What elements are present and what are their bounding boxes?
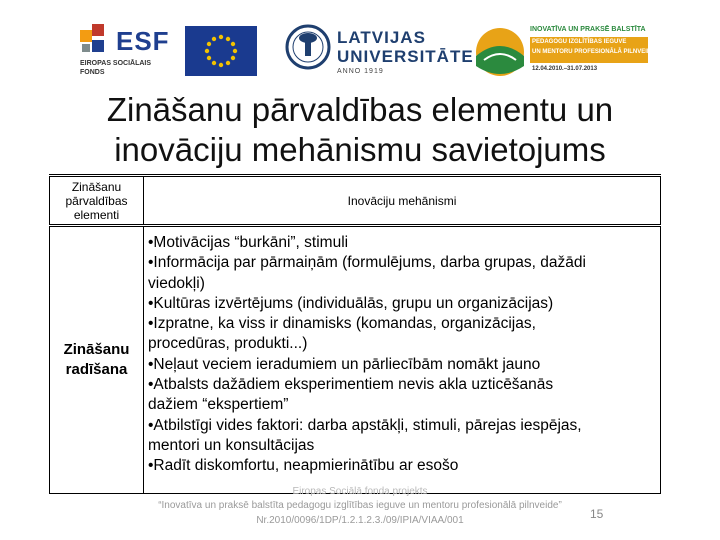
table-row xyxy=(50,226,661,494)
project-emblem-icon xyxy=(474,26,526,78)
list-item: •Informācija par pārmaiņām (formulējums, darba grupas, dažādi xyxy=(148,254,586,272)
table-header-row xyxy=(50,176,661,226)
lu-seal-icon xyxy=(285,24,331,70)
lu-founded: ANNO 1919 xyxy=(337,68,384,75)
esf-caption-2: FONDS xyxy=(80,69,105,76)
eu-flag-logo xyxy=(185,26,257,76)
eu-stars-icon xyxy=(185,26,257,76)
esf-logo xyxy=(78,22,168,84)
list-item: viedokļi) xyxy=(148,274,205,292)
list-item: •Kultūras izvērtējums (individuālās, grupu un organizācijas) xyxy=(148,294,554,312)
slide-title xyxy=(40,90,680,170)
lu-logo xyxy=(285,22,474,82)
list-item: •Motivācijas “burkāni”, stimuli xyxy=(148,234,349,251)
mechanism-list xyxy=(144,226,661,494)
list-item: •Atbilstīgi vides faktori: darba apstākļi, stimuli, pārejas iespējas, xyxy=(148,416,582,434)
page-number: 15 xyxy=(590,507,604,521)
header-col1-line1: Zināšanu xyxy=(71,179,122,194)
esf-letters: ESF xyxy=(116,26,170,56)
list-item: •Radīt diskomfortu, neapmierinātību ar esošo xyxy=(148,457,459,475)
list-item: procedūras, produkti...) xyxy=(148,335,308,353)
footer-project-title: “Inovatīva un praksē balstīta pedagogu izglītības ieguve un mentoru profesionālā pilnveide” xyxy=(158,500,562,511)
mapping-table xyxy=(49,174,661,494)
footer-project-label: Eiropas Sociālā fonda projekts xyxy=(292,486,428,497)
header-km-elements xyxy=(50,176,144,226)
header-innovation-mechanisms: Inovāciju mehānismi xyxy=(144,176,661,226)
list-item: dažiem “ekspertiem” xyxy=(148,396,289,414)
project-line2: PEDAGOGU IZGLĪTĪBAS IEGUVE xyxy=(532,39,627,45)
esf-caption-1: EIROPAS SOCIĀLAIS xyxy=(80,60,152,67)
list-item: •Atbalsts dažādiem eksperimentiem nevis akla uzticēšanās xyxy=(148,376,554,394)
lu-name-line1: LATVIJAS xyxy=(337,28,426,47)
list-item: mentori un konsultācijas xyxy=(148,436,315,454)
project-dates: 12.04.2010.–31.07.2013 xyxy=(532,66,598,72)
row-label-knowledge-creation xyxy=(50,226,144,494)
project-line3: UN MENTORU PROFESIONĀLĀ PILNVEIDE xyxy=(532,49,656,55)
list-item: •Izpratne, ka viss ir dinamisks (komandas, organizācijas, xyxy=(148,315,536,333)
row-label-line1: Zināšanu xyxy=(63,341,130,358)
header-col1-line2: pārvaldības xyxy=(65,193,128,208)
lu-name-line2: UNIVERSITĀTE xyxy=(337,47,474,66)
footer-project-number: Nr.2010/0096/1DP/1.2.1.2.3./09/IPIA/VIAA/001 xyxy=(256,515,464,526)
slide-title-line2: inovāciju mehānismu savietojums xyxy=(114,131,606,168)
project-logo xyxy=(474,22,654,84)
esf-mark-icon xyxy=(78,22,114,56)
project-line1: INOVATĪVA UN PRAKSĒ BALSTĪTA xyxy=(530,26,646,33)
row-label-line2: radīšana xyxy=(65,361,128,378)
header-col1-line3: elementi xyxy=(73,207,120,222)
slide-title-line1: Zināšanu pārvaldības elementu un xyxy=(106,91,614,128)
list-item: •Neļaut veciem ieradumiem un pārliecībām nomākt jauno xyxy=(148,355,541,373)
logo-bar xyxy=(0,0,720,92)
